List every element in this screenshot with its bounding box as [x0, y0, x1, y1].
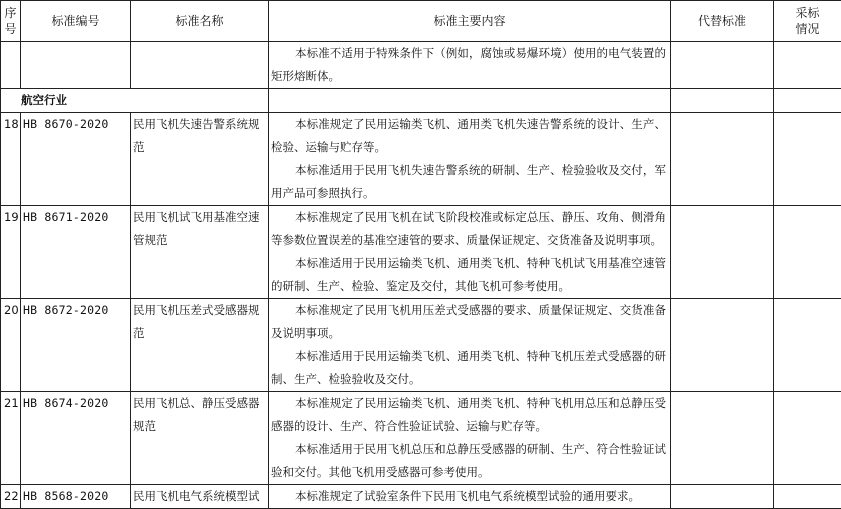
- content-paragraph: 本标准规定了民用运输类飞机、通用类飞机失速告警系统的设计、生产、检验、运输与贮存等。: [271, 113, 666, 159]
- row-seq: 20: [1, 299, 21, 392]
- row-content: [269, 113, 671, 206]
- row-seq: 19: [1, 206, 21, 299]
- content-paragraph: 本标准适用于民用飞机总压和总静压受感器的研制、生产、符合性验证试验和交付。其他飞机用受感器可参考使用。: [271, 438, 666, 484]
- header-row: [1, 1, 841, 42]
- header-std-no: 标准编号: [21, 1, 131, 42]
- row-adopted: [774, 299, 841, 392]
- row-replaced: [671, 485, 774, 509]
- header-std-name: 标准名称: [131, 1, 269, 42]
- table-row: [1, 299, 841, 392]
- table-row: [1, 113, 841, 206]
- row-std-no: HB 8674-2020: [21, 392, 131, 485]
- row-seq: 21: [1, 392, 21, 485]
- continuation-row: [1, 42, 841, 89]
- content-paragraph: 本标准适用于民用运输类飞机、通用类飞机、特种飞机试飞用基准空速管的研制、生产、检验、鉴定及交付，其他飞机可参考使用。: [271, 252, 666, 298]
- content-paragraph: 本标准规定了民用飞机在试飞阶段校准或标定总压、静压、攻角、侧滑角等参数位置误差的基准空速管的要求、质量保证规定、交货准备及说明事项。: [271, 206, 666, 252]
- row-adopted: [774, 113, 841, 206]
- table-row: [1, 206, 841, 299]
- row-std-name: 民用飞机压差式受感器规范: [131, 299, 269, 392]
- section-row: [1, 89, 841, 113]
- section-label: 航空行业: [1, 89, 269, 113]
- header-seq: 序号: [1, 1, 21, 42]
- row-replaced: [671, 392, 774, 485]
- table-row: [1, 392, 841, 485]
- content-paragraph: 本标准适用于民用飞机失速告警系统的研制、生产、检验验收及交付，军用产品可参照执行。: [271, 159, 666, 205]
- content-paragraph: 本标准适用于民用运输类飞机、通用类飞机、特种飞机压差式受感器的研制、生产、检验验收及交付。: [271, 345, 666, 391]
- row-replaced: [671, 113, 774, 206]
- row-replaced: [671, 299, 774, 392]
- continuation-content: [269, 42, 671, 89]
- row-std-no: HB 8671-2020: [21, 206, 131, 299]
- row-content: [269, 485, 671, 509]
- row-adopted: [774, 206, 841, 299]
- row-content: [269, 299, 671, 392]
- content-paragraph: 本标准规定了民用运输类飞机、通用类飞机、特种飞机用总压和总静压受感器的设计、生产、符合性验证试验、运输与贮存等。: [271, 392, 666, 438]
- row-std-no: HB 8670-2020: [21, 113, 131, 206]
- content-paragraph: 本标准不适用于特殊条件下（例如，腐蚀或易爆环境）使用的电气装置的矩形熔断体。: [271, 42, 666, 88]
- row-std-name: 民用飞机失速告警系统规范: [131, 113, 269, 206]
- content-paragraph: 本标准规定了试验室条件下民用飞机电气系统模型试验的通用要求。: [271, 485, 666, 508]
- header-replaced: 代替标准: [671, 1, 774, 42]
- row-replaced: [671, 206, 774, 299]
- row-std-name: 民用飞机试飞用基准空速管规范: [131, 206, 269, 299]
- row-std-no: HB 8568-2020: [21, 485, 131, 509]
- header-content: 标准主要内容: [269, 1, 671, 42]
- row-std-name: 民用飞机总、静压受感器规范: [131, 392, 269, 485]
- row-seq: 18: [1, 113, 21, 206]
- row-content: [269, 206, 671, 299]
- row-std-no: HB 8672-2020: [21, 299, 131, 392]
- table-row: [1, 485, 841, 509]
- row-std-name: 民用飞机电气系统模型试: [131, 485, 269, 509]
- content-paragraph: 本标准规定了民用飞机用压差式受感器的要求、质量保证规定、交货准备及说明事项。: [271, 299, 666, 345]
- row-content: [269, 392, 671, 485]
- row-adopted: [774, 485, 841, 509]
- row-adopted: [774, 392, 841, 485]
- row-seq: 22: [1, 485, 21, 509]
- header-adopted: 采标情况: [774, 1, 841, 42]
